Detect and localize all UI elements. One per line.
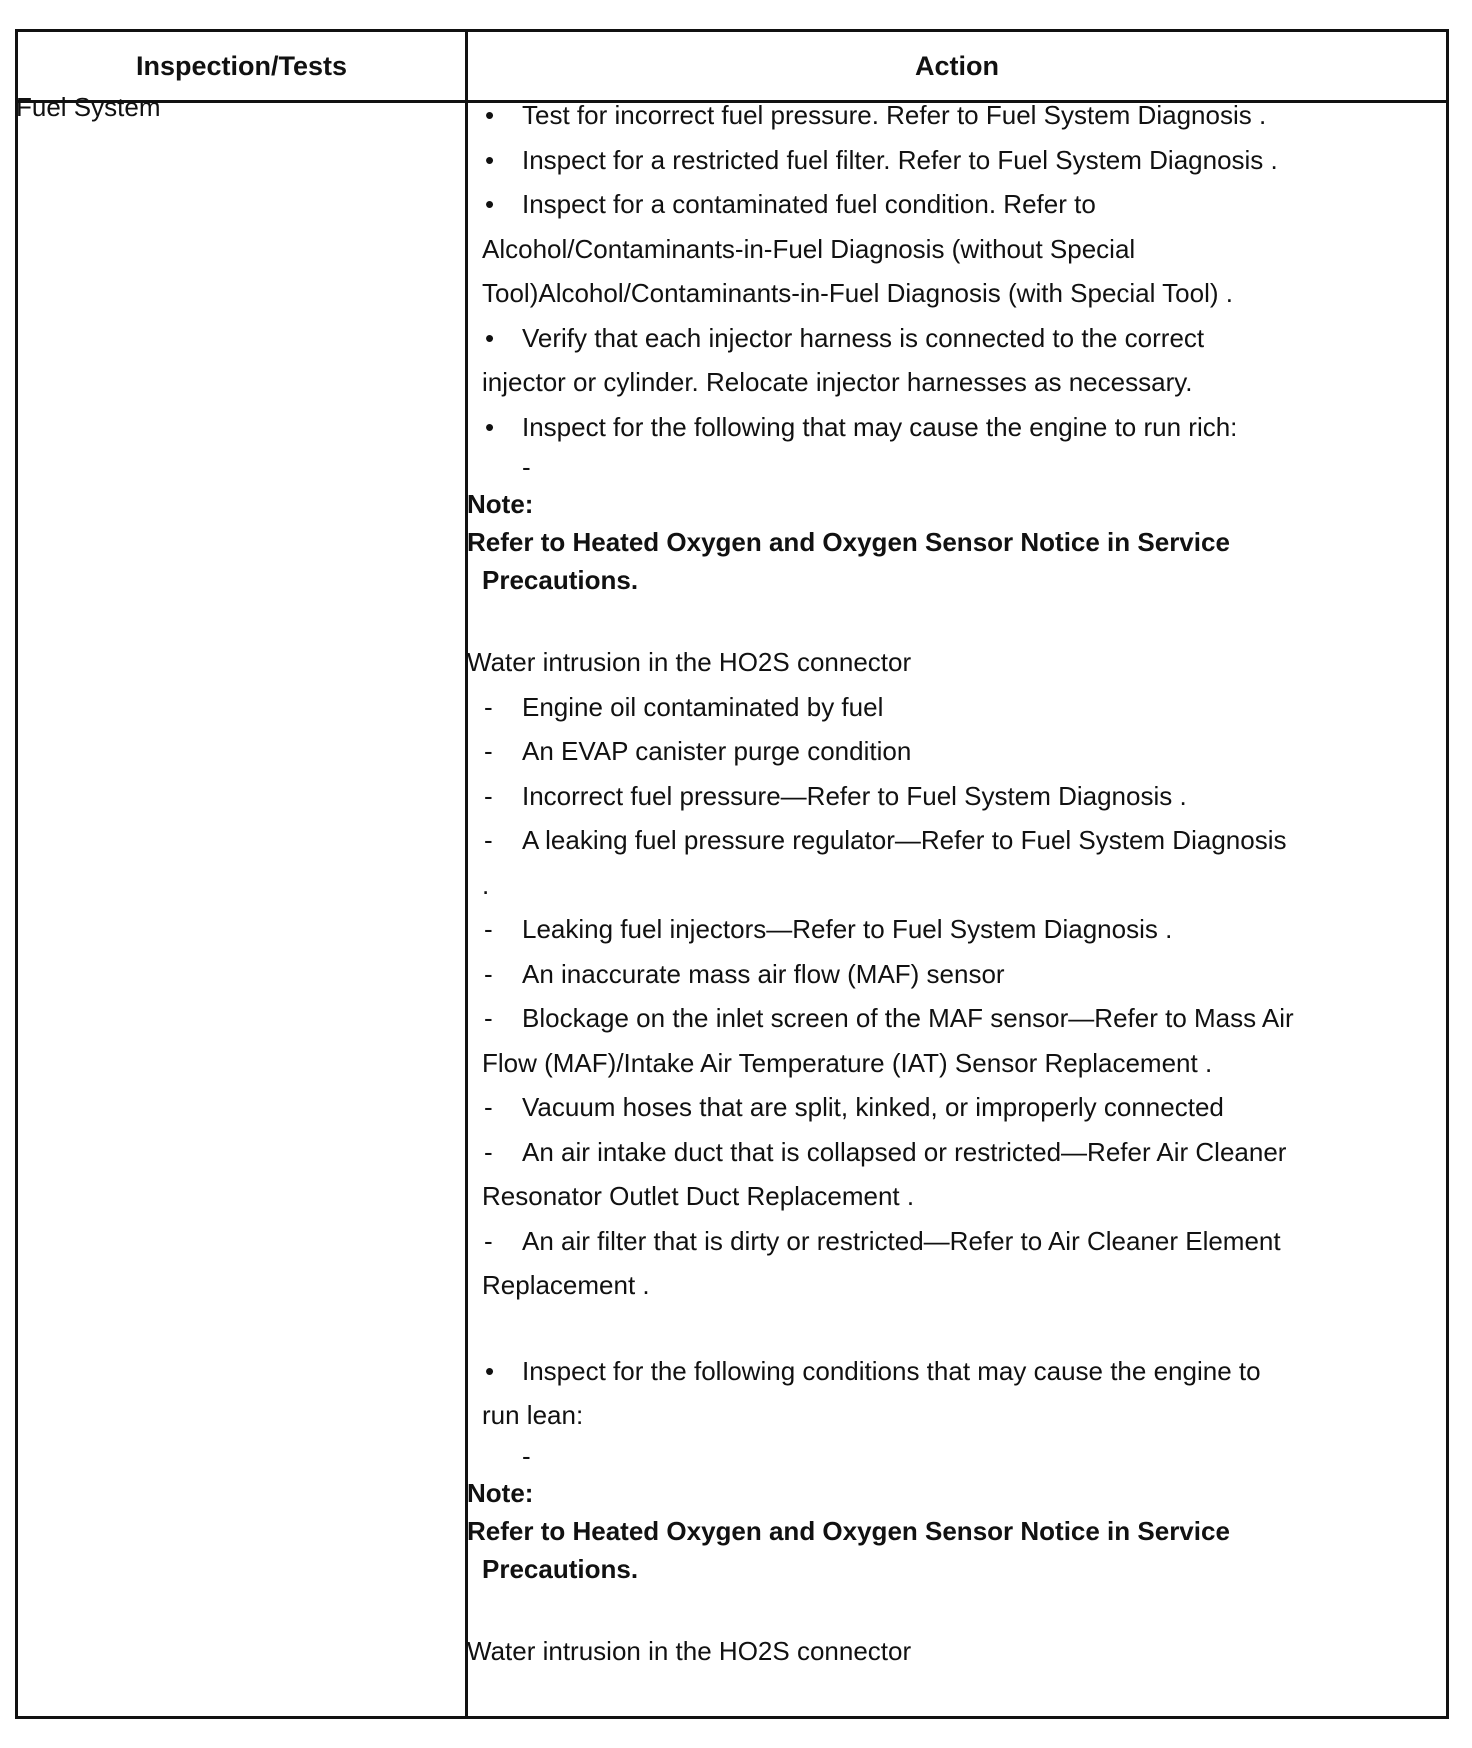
bullet: •: [485, 322, 495, 353]
list-item-continuation: Flow (MAF)/Intake Air Temperature (IAT) Sensor Replacement .: [482, 1047, 1213, 1078]
list-item: • Inspect for a contaminated fuel condition. Refer to: [450, 182, 1350, 227]
note-text: Precautions.: [482, 565, 639, 595]
list-item-continuation: Alcohol/Contaminants-in-Fuel Diagnosis (without Special: [482, 233, 1136, 264]
list-item: • Test for incorrect fuel pressure. Refer to Fuel System Diagnosis .: [450, 93, 1350, 138]
list-item-continuation: .: [482, 869, 490, 900]
bullet: •: [485, 189, 495, 219]
sub-dash: -: [522, 1440, 531, 1471]
note-label: Note:: [467, 1477, 534, 1508]
note-text: Precautions.: [482, 1553, 639, 1584]
water-intrusion-text: Water intrusion in the HO2S connector: [467, 647, 912, 677]
bullet: •: [485, 411, 495, 442]
list-item: • Inspect for a restricted fuel filter. Refer to Fuel System Diagnosis .: [450, 138, 1350, 183]
sub-dash: -: [522, 452, 531, 482]
list-item: - Engine oil contaminated by fuel: [484, 691, 884, 722]
bullet: •: [485, 100, 495, 130]
list-item: • Inspect for the following conditions that may cause the engine to: [450, 1349, 1350, 1394]
list-item: - Leaking fuel injectors—Refer to Fuel System Diagnosis .: [484, 914, 1173, 944]
list-item-continuation: run lean:: [482, 1400, 584, 1430]
note-text: Refer to Heated Oxygen and Oxygen Sensor Notice in Service: [467, 527, 1230, 557]
list-item: - Incorrect fuel pressure—Refer to Fuel System Diagnosis .: [484, 780, 1187, 811]
list-item: - Vacuum hoses that are split, kinked, or improperly connected: [484, 1092, 1224, 1122]
list-item: - An air intake duct that is collapsed or restricted—Refer Air Cleaner: [484, 1136, 1287, 1167]
list-item-continuation: injector or cylinder. Relocate injector harnesses as necessary.: [482, 367, 1193, 397]
list-item: - An inaccurate mass air flow (MAF) sensor: [484, 958, 1005, 989]
list-item-continuation: Tool)Alcohol/Contaminants-in-Fuel Diagnosis (with Special Tool) .: [482, 278, 1233, 308]
inspection-cell-fuel-system: Fuel System: [16, 92, 161, 122]
action-cell: [450, 93, 1350, 1673]
header-inspection-tests: Inspection/Tests: [135, 50, 348, 81]
bullet: •: [485, 1355, 495, 1386]
list-item: • Verify that each injector harness is connected to the correct: [450, 316, 1350, 361]
list-item: • Inspect for the following that may cause the engine to run rich:: [450, 405, 1350, 450]
note-label: Note:: [467, 489, 534, 519]
list-item-continuation: Resonator Outlet Duct Replacement .: [482, 1181, 915, 1211]
list-item: - Blockage on the inlet screen of the MAF sensor—Refer to Mass Air: [484, 1003, 1294, 1033]
list-item: - An air filter that is dirty or restricted—Refer to Air Cleaner Element: [484, 1225, 1281, 1256]
header-action: Action: [915, 50, 999, 81]
list-item: - An EVAP canister purge condition: [484, 736, 912, 766]
list-item: - A leaking fuel pressure regulator—Refer to Fuel System Diagnosis: [484, 825, 1287, 855]
list-item-continuation: Replacement .: [482, 1270, 650, 1300]
note-text: Refer to Heated Oxygen and Oxygen Sensor Notice in Service: [467, 1515, 1230, 1546]
water-intrusion-text: Water intrusion in the HO2S connector: [467, 1635, 912, 1666]
bullet: •: [485, 144, 495, 175]
